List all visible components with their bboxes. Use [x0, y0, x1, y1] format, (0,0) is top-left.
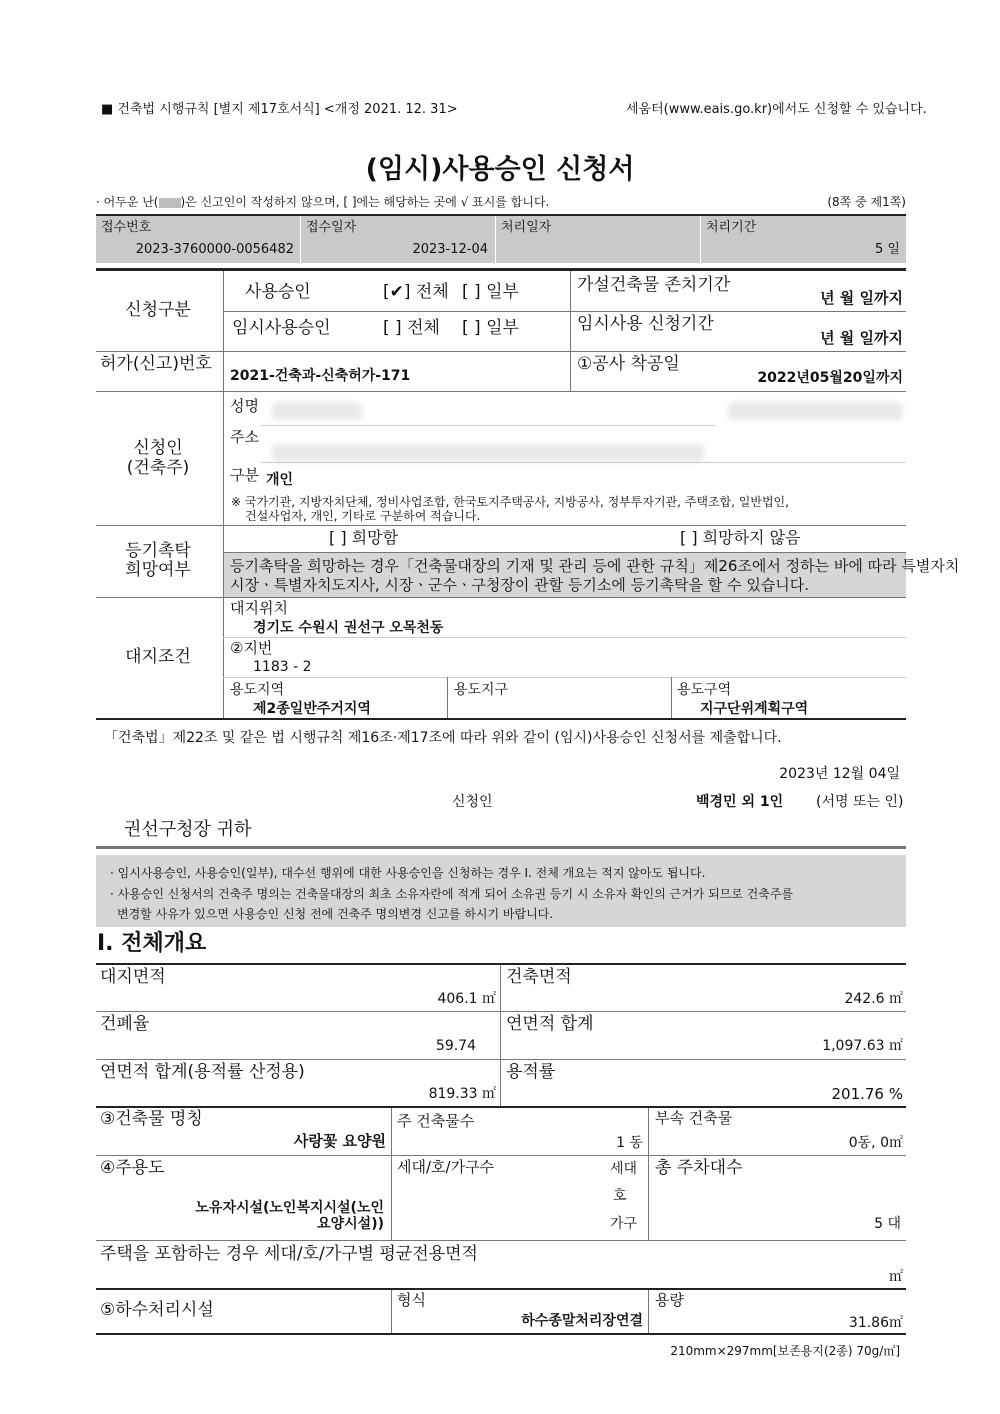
trust-no-wish-checkbox[interactable]: [ ] 희망하지 않음	[680, 528, 801, 547]
sewage-type: 하수종말처리장연결	[521, 1313, 643, 1329]
construction-start-date: 2022년05월20일까지	[757, 370, 903, 386]
applicant-type-note-1: ※ 국가기관, 지방자치단체, 정비사업조합, 한국토지주택공사, 지방공사, 정부투자기관, 주택조합, 일반법인,	[231, 495, 789, 509]
average-area-unit: ㎡	[889, 1269, 903, 1285]
parking-count-label: 총 주차대수	[655, 1158, 743, 1178]
sewage-type-label: 형식	[397, 1291, 426, 1309]
page-info: (8쪽 중 제1쪽)	[827, 195, 906, 209]
declaration-applicant-label: 신청인	[452, 794, 493, 810]
use-approval-all-checkbox[interactable]: [✔] 전체	[383, 282, 449, 302]
annex-building-label: 부속 건축물	[655, 1109, 733, 1127]
main-use-line-1: 노유자시설(노인복지시설(노인	[195, 1200, 384, 1216]
declaration-statement: 「건축법」제22조 및 같은 법 시행규칙 제16조·제17조에 따라 위와 같이 (임시)사용승인 신청서를 제출합니다.	[104, 730, 782, 746]
lot-number-label: ②지번	[230, 639, 273, 657]
far-floor-area-label: 연면적 합계(용적률 산정용)	[100, 1062, 305, 1082]
sewage-capacity: 31.86㎡	[848, 1315, 903, 1331]
site-label: 대지조건	[125, 647, 191, 667]
notice-line-3: 변경할 사유가 있으면 사용승인 신청 전에 건축주 명의변경 신고를 하시기 바랍니다.	[117, 907, 554, 921]
notice-line-1: · 임시사용승인, 사용승인(일부), 대수선 행위에 대한 사용승인을 신청하는 경우 Ⅰ. 전체 개요는 적지 않아도 됩니다.	[110, 866, 706, 880]
trust-note-2: 시장ㆍ특별자치도지사, 시장ㆍ군수ㆍ구청장이 관할 등기소에 등기촉탁을 할 수 있습니다.	[230, 576, 810, 594]
trust-sublabel: 희망여부	[125, 560, 191, 580]
main-building-count-label: 주 건축물수	[397, 1112, 475, 1130]
applicant-type-label: 구분	[230, 466, 259, 484]
average-area-label: 주택을 포함하는 경우 세대/호/가구별 평균전용면적	[100, 1244, 478, 1264]
main-building-count: 1 동	[616, 1135, 643, 1151]
notice-line-2: · 사용승인 신청서의 건축주 명의는 건축물대장의 최초 소유자란에 적게 되어 소유권 등기 시 소유자 확인의 근거가 되므로 건축주를	[110, 887, 794, 901]
paper-spec: 210mm×297mm[보존용지(2종) 70g/㎡]	[670, 1344, 900, 1358]
coverage-ratio: 59.74	[435, 1038, 476, 1054]
trust-note-1: 등기촉탁을 희망하는 경우「건축물대장의 기재 및 관리 등에 관한 규칙」제26조에서 정하는 바에 따라 특별자치	[230, 557, 960, 575]
building-area: 242.6 ㎡	[844, 991, 903, 1007]
household-count-label: 세대/호/가구수	[397, 1158, 495, 1176]
building-name: 사랑꽃 요양원	[293, 1132, 386, 1150]
annex-building: 0동, 0㎡	[848, 1135, 903, 1151]
permit-number: 2021-건축과-신축허가-171	[230, 368, 411, 384]
household-unit-ho: 호	[613, 1188, 627, 1204]
site-area: 406.1 ㎡	[437, 991, 496, 1007]
legal-reference: ■ 건축법 시행규칙 [별지 제17호서식] <개정 2021. 12. 31>	[101, 102, 458, 117]
temp-building-label: 가설건축물 존치기간	[577, 275, 731, 295]
zone-district-label: 용도지구	[454, 682, 509, 698]
temp-building-value: 년 월 일까지	[820, 289, 903, 307]
far-floor-area: 819.33 ㎡	[428, 1086, 496, 1102]
processed-date-label: 처리일자	[501, 220, 552, 235]
redacted-name	[272, 402, 362, 420]
online-note: 세움터(www.eais.go.kr)에서도 신청할 수 있습니다.	[626, 102, 927, 117]
main-use-label: ④주용도	[100, 1158, 165, 1178]
addressee: 권선구청장 귀하	[124, 819, 252, 840]
receipt-date: 2023-12-04	[412, 242, 488, 257]
applicant-type-value: 개인	[266, 472, 294, 488]
zone-block-label: 용도구역	[677, 682, 732, 698]
receipt-number-label: 접수번호	[101, 220, 152, 235]
site-location: 경기도 수원시 권선구 오목천동	[253, 620, 444, 636]
use-approval-partial-checkbox[interactable]: [ ] 일부	[462, 282, 519, 302]
site-location-label: 대지위치	[230, 599, 288, 617]
parking-count: 5 대	[874, 1216, 901, 1232]
instruction-line	[96, 196, 549, 208]
temp-use-period-label: 임시사용 신청기간	[577, 314, 714, 334]
declaration-date: 2023년 12월 04일	[779, 766, 900, 782]
total-floor-area: 1,097.63 ㎡	[822, 1038, 903, 1054]
redacted-id	[728, 402, 903, 420]
sewage-facility-label: ⑤하수처리시설	[100, 1300, 214, 1320]
building-name-label: ③건축물 명칭	[100, 1109, 203, 1129]
main-use-line-2: 요양시설))	[317, 1216, 384, 1232]
household-unit-gagu: 가구	[610, 1216, 638, 1232]
temp-use-period-value: 년 월 일까지	[820, 329, 903, 347]
applicant-sublabel: (건축주)	[126, 458, 190, 478]
zone-area: 제2종일반주거지역	[253, 701, 371, 717]
processing-period: 5 일	[875, 242, 900, 257]
coverage-ratio-label: 건폐율	[100, 1014, 150, 1034]
building-area-label: 건축면적	[506, 967, 572, 987]
applicant-address-label: 주소	[230, 428, 259, 446]
lot-number: 1183 - 2	[253, 659, 312, 675]
floor-area-ratio-label: 용적률	[506, 1062, 556, 1082]
temp-use-approval-label: 임시사용승인	[232, 318, 331, 338]
dark-swatch	[159, 198, 181, 208]
trust-wish-checkbox[interactable]: [ ] 희망함	[329, 528, 399, 547]
processing-period-label: 처리기간	[706, 220, 757, 235]
application-type-label: 신청구분	[125, 300, 191, 320]
receipt-number: 2023-3760000-0056482	[135, 242, 294, 257]
use-approval-label: 사용승인	[245, 282, 311, 302]
receipt-date-label: 접수일자	[306, 220, 357, 235]
zone-area-label: 용도지역	[230, 682, 285, 698]
trust-label: 등기촉탁	[125, 541, 191, 561]
sewage-capacity-label: 용량	[655, 1291, 684, 1309]
instruction-suffix: )은 신고인이 작성하지 않으며, [ ]에는 해당하는 곳에 √ 표시를 합니다.	[180, 195, 550, 209]
household-unit-sede: 세대	[610, 1161, 638, 1177]
signature-placeholder: (서명 또는 인)	[816, 794, 904, 810]
total-floor-area-label: 연면적 합계	[506, 1014, 594, 1034]
form-title: (임시)사용승인 신청서	[365, 154, 635, 185]
temp-use-all-checkbox[interactable]: [ ] 전체	[383, 318, 440, 338]
instruction-prefix: · 어두운 난(	[96, 195, 159, 209]
declaration-applicant-name: 백경민 외 1인	[696, 794, 784, 810]
site-area-label: 대지면적	[100, 967, 166, 987]
zone-block: 지구단위계획구역	[700, 701, 809, 717]
temp-use-partial-checkbox[interactable]: [ ] 일부	[462, 318, 519, 338]
construction-start-label: ①공사 착공일	[577, 354, 680, 374]
floor-area-ratio: 201.76 %	[831, 1085, 903, 1103]
overview-title: Ⅰ. 전체개요	[97, 931, 207, 956]
applicant-name-label: 성명	[230, 397, 259, 415]
redacted-address	[272, 444, 704, 462]
applicant-type-note-2: 건설사업자, 개인, 기타로 구분하여 적습니다.	[245, 509, 481, 523]
permit-number-label: 허가(신고)번호	[100, 354, 212, 374]
applicant-label: 신청인	[133, 438, 183, 458]
